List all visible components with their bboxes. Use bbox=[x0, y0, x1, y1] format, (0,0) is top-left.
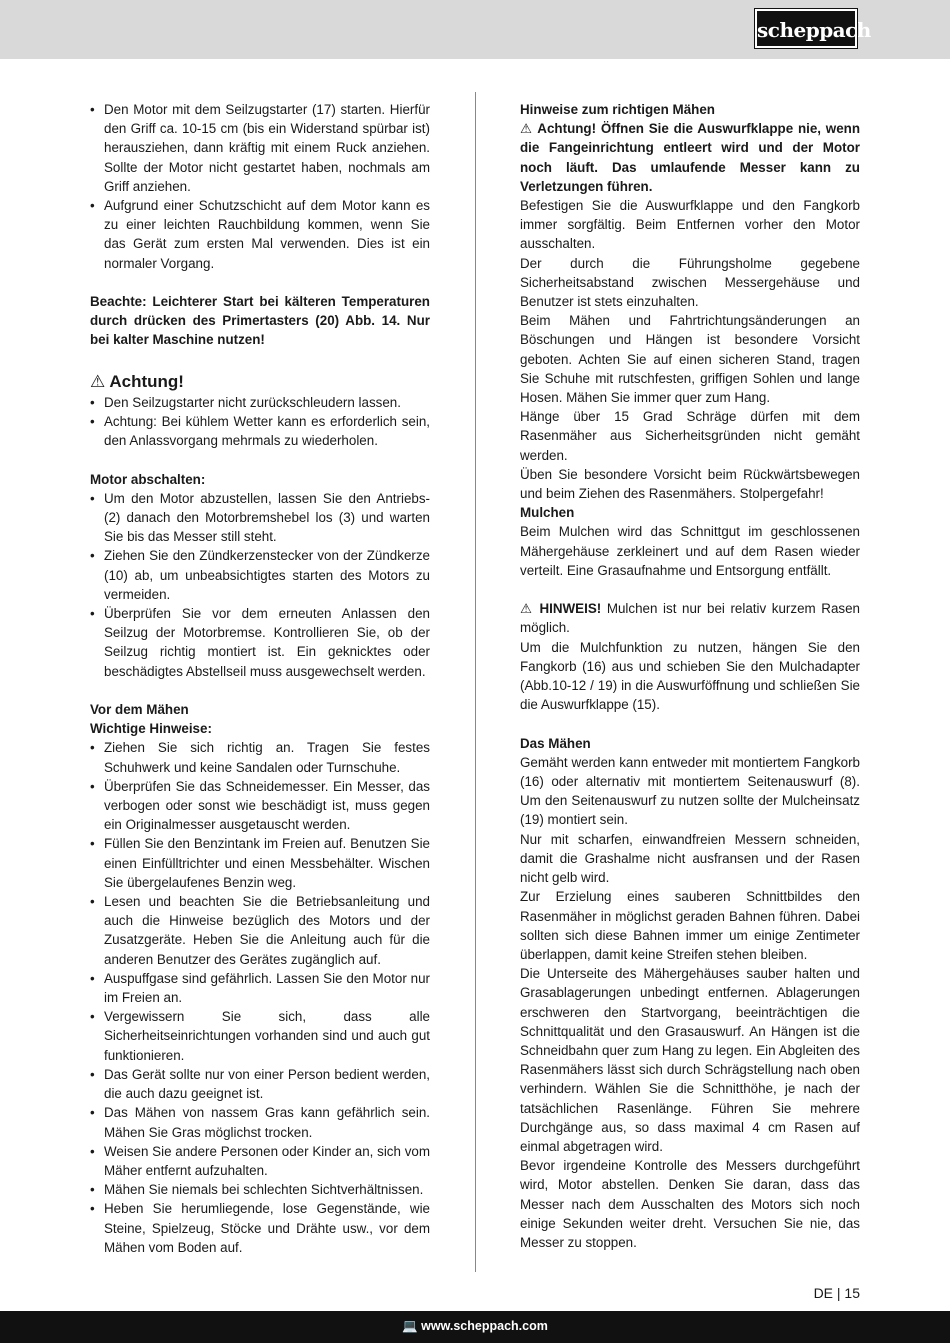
paragraph: Nur mit scharfen, einwandfreien Messern schneiden, damit die Grashalme nicht ausfransen und der Rasen nicht gelb wird. bbox=[520, 831, 860, 886]
list-item: • Weisen Sie andere Personen oder Kinder an, sich vom Mäher entfernt aufzuhalten. bbox=[90, 1142, 430, 1180]
list-item: • Lesen und beachten Sie die Betriebsanleitung und auch die Hinweise bezüglich des Motors und der Zusatzgeräte. Heben Sie die Anleitung auch für die anderen Benutzer des Gerätes zugänglich auf. bbox=[90, 892, 430, 969]
list-item: • Füllen Sie den Benzintank im Freien auf. Benutzen Sie einen Einfülltrichter und einen Messbehälter. Wischen Sie übergelaufenes Benzin weg. bbox=[90, 834, 430, 892]
mowing-heading: Das Mähen bbox=[520, 735, 591, 751]
paragraph: Befestigen Sie die Auswurfklappe und den Fangkorb immer sorgfältig. Beim Entfernen vorher den Motor ausschalten. bbox=[520, 198, 860, 252]
mulch-heading: Mulchen bbox=[520, 505, 575, 521]
paragraph: Gemäht werden kann entweder mit montiertem Fangkorb (16) oder alternativ mit montiertem Seitenauswurf (8). Um den Seitenauswurf zu nutzen sollte der Mulcheinsatz (19) montiert sein. bbox=[520, 754, 860, 828]
important-heading: Wichtige Hinweise: bbox=[90, 721, 212, 737]
paragraph: Bevor irgendeine Kontrolle des Messers durchgeführt wird, Motor abstellen. Denken Sie daran, dass das Messer nach dem Ausschalten des Motors sich noch einige Sekunden weiter dreht. Versuchen Sie nie, das Messer zu stoppen. bbox=[520, 1158, 860, 1250]
list-item: • Das Gerät sollte nur von einer Person bedient werden, die auch dazu geeignet ist. bbox=[90, 1065, 430, 1103]
hint-label: ⚠ HINWEIS! bbox=[520, 601, 602, 617]
motor-off-heading: Motor abschalten: bbox=[90, 471, 206, 487]
start-list bbox=[90, 100, 430, 273]
important-list bbox=[90, 738, 430, 1256]
list-item: • Um den Motor abzustellen, lassen Sie den Antriebs- (2) danach den Motorbremshebel los (3) und warten Sie bis das Messer still steht. bbox=[90, 489, 430, 547]
paragraph: Beim Mulchen wird das Schnittgut im geschlossenen Mähergehäuse zerkleinert und auf dem Rasen wieder verteilt. Eine Grasaufnahme und Entsorgung entfällt. bbox=[520, 524, 860, 578]
correct-mowing-heading: Hinweise zum richtigen Mähen bbox=[520, 102, 715, 117]
list-item: • Heben Sie herumliegende, lose Gegenstände, wie Steine, Spielzeug, Stöcke und Drähte usw., vor dem Mähen vom Boden auf. bbox=[90, 1199, 430, 1257]
list-item: • Vergewissern Sie sich, dass alle Sicherheitseinrichtungen vorhanden sind und auch gut funktionieren. bbox=[90, 1007, 430, 1065]
paragraph: Hänge über 15 Grad Schräge dürfen mit dem Rasenmäher aus Sicherheitsgründen nicht gemäht werden. bbox=[520, 409, 860, 463]
left-column bbox=[90, 100, 430, 1257]
list-item: • Auspuffgase sind gefährlich. Lassen Sie den Motor nur im Freien an. bbox=[90, 969, 430, 1007]
footer-band bbox=[0, 1311, 950, 1343]
list-item: • Ziehen Sie sich richtig an. Tragen Sie festes Schuhwerk und keine Sandalen oder Turnschuhe. bbox=[90, 738, 430, 776]
right-column bbox=[520, 100, 860, 1252]
hint-text: Mulchen ist nur bei relativ kurzem Rasen möglich. bbox=[520, 601, 860, 636]
caution-text: ⚠ Achtung! Öffnen Sie die Auswurfklappe nie, wenn die Fangeinrichtung entleert wird und der Motor noch läuft. Das umlaufende Messer kann zu Verletzungen führen. bbox=[520, 121, 860, 194]
paragraph: Die Unterseite des Mähergehäuses sauber halten und Grasablagerungen unbedingt entfernen. Ablagerungen erschweren den Startvorgang, beeinträchtigen die Schnittqualität und den Grasauswurf. An Hängen ist die Schneidbahn quer zum Hang zu legen. Ein Abgleiten des Rasenmähers lässt sich durch Schrägstellung nach oben verhindern. Wählen Sie die Schnitthöhe, je nach der tatsächlichen Rasenlänge. Führen Sie mehrere Durchgänge aus, so dass maximal 4 cm Rasen auf einmal abgetragen wird. bbox=[520, 966, 860, 1154]
list-item: • Achtung: Bei kühlem Wetter kann es erforderlich sein, den Anlassvorgang mehrmals zu wiederholen. bbox=[90, 412, 430, 450]
list-item: • Den Seilzugstarter nicht zurückschleudern lassen. bbox=[90, 393, 430, 412]
paragraph: Zur Erzielung eines sauberen Schnittbildes den Rasenmäher in möglichst geraden Bahnen führen. Dabei sollten sich diese Bahnen immer um einige Zentimeter überlappen, damit keine Streifen stehen bleiben. bbox=[520, 889, 860, 962]
column-divider bbox=[475, 92, 476, 1272]
paragraph: Der durch die Führungsholme gegebene Sicherheitsabstand zwischen Messergehäuse und Benutzer ist stets einzuhalten. bbox=[520, 255, 860, 310]
primer-note: Beachte: Leichterer Start bei kälteren Temperaturen durch drücken des Primertasters (20) Abb. 14. Nur bei kalter Maschine nutzen! bbox=[90, 294, 430, 348]
motor-off-list bbox=[90, 489, 430, 681]
warning-list bbox=[90, 393, 430, 451]
list-item: • Aufgrund einer Schutzschicht auf dem Motor kann es zu einer leichten Rauchbildung kommen, wenn Sie das Gerät zum ersten Mal verwenden. Dies ist ein normaler Vorgang. bbox=[90, 196, 430, 273]
list-item: • Ziehen Sie den Zündkerzenstecker von der Zündkerze (10) ab, um unbeabsichtigtes starten des Motors zu vermeiden. bbox=[90, 546, 430, 604]
paragraph: Beim Mähen und Fahrtrichtungsänderungen an Böschungen und Hängen ist besondere Vorsicht geboten. Achten Sie auf einen sicheren Stand, tragen Sie Schuhe mit rutschfesten, griffigen Sohlen und lange Hosen. Mähen Sie immer quer zum Hang. bbox=[520, 313, 860, 406]
paragraph: Um die Mulchfunktion zu nutzen, hängen Sie den Fangkorb (16) aus und schieben Sie den Mulchadapter (Abb.10-12 / 19) in die Auswurföffnung und schließen Sie die Auswurfklappe (15). bbox=[520, 639, 860, 713]
list-item: • Das Mähen von nassem Gras kann gefährlich sein. Mähen Sie Gras möglichst trocken. bbox=[90, 1103, 430, 1141]
hint-paragraph bbox=[520, 599, 860, 637]
brand-logo: scheppach bbox=[755, 9, 857, 48]
before-mowing-heading: Vor dem Mähen bbox=[90, 702, 189, 718]
list-item: • Überprüfen Sie das Schneidemesser. Ein Messer, das verbogen oder sonst wie beschädigt ist, muss gegen ein Originalmesser ausgetauscht werden. bbox=[90, 777, 430, 835]
page-number: DE | 15 bbox=[813, 1285, 860, 1301]
list-item: • Den Motor mit dem Seilzugstarter (17) starten. Hierfür den Griff ca. 10-15 cm (bis ein Widerstand spürbar ist) herausziehen, dann kräftig mit einem Ruck anziehen. Sollte der Motor nicht gestartet haben, nochmals am Griff anziehen. bbox=[90, 100, 430, 196]
warning-heading: ⚠ Achtung! bbox=[90, 371, 184, 391]
website-link[interactable]: 💻 www.scheppach.com bbox=[402, 1319, 548, 1333]
paragraph: Üben Sie besondere Vorsicht beim Rückwärtsbewegen und beim Ziehen des Rasenmähers. Stolpergefahr! bbox=[520, 466, 860, 502]
list-item: • Überprüfen Sie vor dem erneuten Anlassen den Seilzug der Motorbremse. Kontrollieren Sie, ob der Seilzug richtig montiert ist. Ein geknicktes oder beschädigtes Abstellseil muss ausgewechselt werden. bbox=[90, 604, 430, 681]
list-item: • Mähen Sie niemals bei schlechten Sichtverhältnissen. bbox=[90, 1180, 430, 1199]
